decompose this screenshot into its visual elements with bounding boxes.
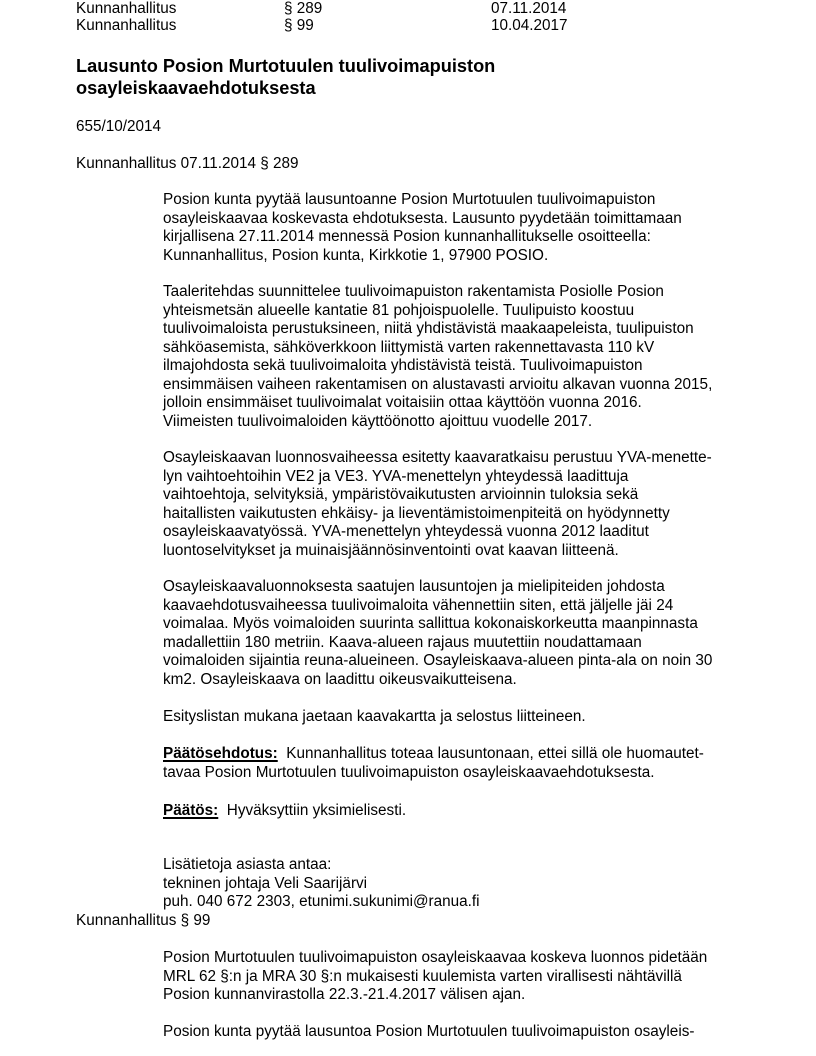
header-body: Kunnanhallitus [76,0,177,17]
text-line: Viimeisten tuulivoimaloiden käyttöönotto ajoittuu vuodelle 2017. [163,412,593,430]
paragraph [163,191,763,265]
text-line: voimalaa. Myös voimaloiden suurinta sallittua kokonaiskorkeutta maanpinnasta [163,615,698,632]
title-line: Lausunto Posion Murtotuulen tuulivoimapuiston [76,56,496,76]
text-line: voimaloiden sijaintia reuna-alueineen. Osayleiskaava-alueen pinta-ala on noin 30 [163,652,713,669]
text-line: Taaleritehdas suunnittelee tuulivoimapuiston rakentamista Posiolle Posion [163,283,664,300]
paragraph [163,708,763,727]
title-line: osayleiskaavaehdotuksesta [76,78,316,98]
text-line: haitallisten vaikutusten ehkäisy- ja lieventämistoimenpiteitä on hyödynnetty [163,504,670,522]
text-line: Posion kunta pyytää lausuntoanne Posion Murtotuulen tuulivoimapuiston [163,191,656,208]
text-line: vaihtoehtoja, selvityksiä, ympäristövaikutusten arvioinnin tuloksia sekä [163,486,639,503]
text-line: lyn vaihtoehtoihin VE2 ja VE3. YVA-menettelyn yhteydessä laadittuja [163,467,629,485]
text-line: tekninen johtaja Veli Saarijärvi [163,874,368,892]
text-line: osayleiskaavaa koskevasta ehdotuksesta. Lausunto pyydetään toimittamaan [163,209,682,227]
text-line: km2. Osayleiskaava on laadittu oikeusvaikutteisena. [163,670,517,688]
paragraph [163,949,763,1005]
document-title [76,55,495,99]
decision-proposal [163,745,763,782]
text-line: ensimmäisen vaiheen rakentamisen on alustavasti arvioitu alkavan vuonna 2015, [163,375,713,393]
header-date: 10.04.2017 [491,17,568,34]
decision [163,802,763,821]
decision-label: Päätös: [163,802,219,819]
text-line: Kunnanhallitus, Posion kunta, Kirkkotie 1, 97900 POSIO. [163,246,549,264]
text-line: kaavaehdotusvaiheessa tuulivoimaloita vähennettiin siten, että jäljelle jäi 24 [163,596,674,614]
text-line: tuulivoimaloista perustuksineen, niitä yhdistävistä maakaapeleista, tuulipuiston [163,320,694,337]
text-line: osayleiskaavatyössä. YVA-menettelyn yhteydessä vuonna 2012 laaditut [163,523,649,540]
text-line: Osayleiskaavan luonnosvaiheessa esitetty kaavaratkaisu perustuu YVA-menette- [163,449,712,466]
contact-info [163,856,763,912]
header-date: 07.11.2014 [491,0,567,17]
paragraph [163,1023,763,1042]
text-line: yhteismetsän alueelle kantatie 81 pohjoispuolelle. Tuulipuisto koostuu [163,301,635,319]
text-line: madallettiin 180 metriin. Kaava-alueen rajaus muutettiin noudattamaan [163,633,642,651]
text-line: MRL 62 §:n ja MRA 30 §:n mukaisesti kuulemista varten virallisesti nähtävillä [163,967,682,985]
meeting-heading: Kunnanhallitus 07.11.2014 § 289 [76,155,299,172]
header-body: Kunnanhallitus [76,17,177,34]
text-line: Osayleiskaavaluonnoksesta saatujen lausuntojen ja mielipiteiden johdosta [163,578,665,595]
text-line: Esityslistan mukana jaetaan kaavakartta ja selostus liitteineen. [163,708,586,725]
paragraph [163,449,763,560]
text-line: ilmajohdosta sekä tuulivoimaloita yhdistävistä teistä. Tuulivoimapuiston [163,357,643,374]
text-line: luontoselvitykset ja muinaisjäännösinventointi ovat kaavan liitteenä. [163,541,619,559]
proposal-text: tavaa Posion Murtotuulen tuulivoimapuiston osayleiskaavaehdotuksesta. [163,763,655,781]
proposal-label: Päätösehdotus: [163,745,278,762]
paragraph [163,283,763,431]
header-section: § 289 [284,0,323,17]
decision-text: Hyväksyttiin yksimielisesti. [226,802,407,819]
meeting-heading: Kunnanhallitus § 99 [76,912,211,929]
paragraph [163,578,763,689]
text-line: puh. 040 672 2303, etunimi.sukunimi@ranua.fi [163,893,480,910]
text-line: Lisätietoja asiasta antaa: [163,856,332,873]
header-section: § 99 [284,17,314,34]
text-line: Posion kunta pyytää lausuntoa Posion Murtotuulen tuulivoimapuiston osayleis- [163,1023,695,1040]
text-line: kirjallisena 27.11.2014 mennessä Posion kunnanhallitukselle osoitteella: [163,228,651,245]
proposal-text: Kunnanhallitus toteaa lausuntonaan, ettei sillä ole huomautet- [286,745,704,762]
text-line: jolloin ensimmäiset tuulivoimalat voitaisiin ottaa käyttöön vuonna 2016. [163,394,642,411]
case-number: 655/10/2014 [76,118,162,135]
text-line: Posion Murtotuulen tuulivoimapuiston osayleiskaavaa koskeva luonnos pidetään [163,949,708,966]
text-line: Posion kunnanvirastolla 22.3.-21.4.2017 välisen ajan. [163,986,526,1003]
text-line: sähköasemista, sähköverkkoon liittymistä varten rakennettavasta 110 kV [163,338,655,356]
